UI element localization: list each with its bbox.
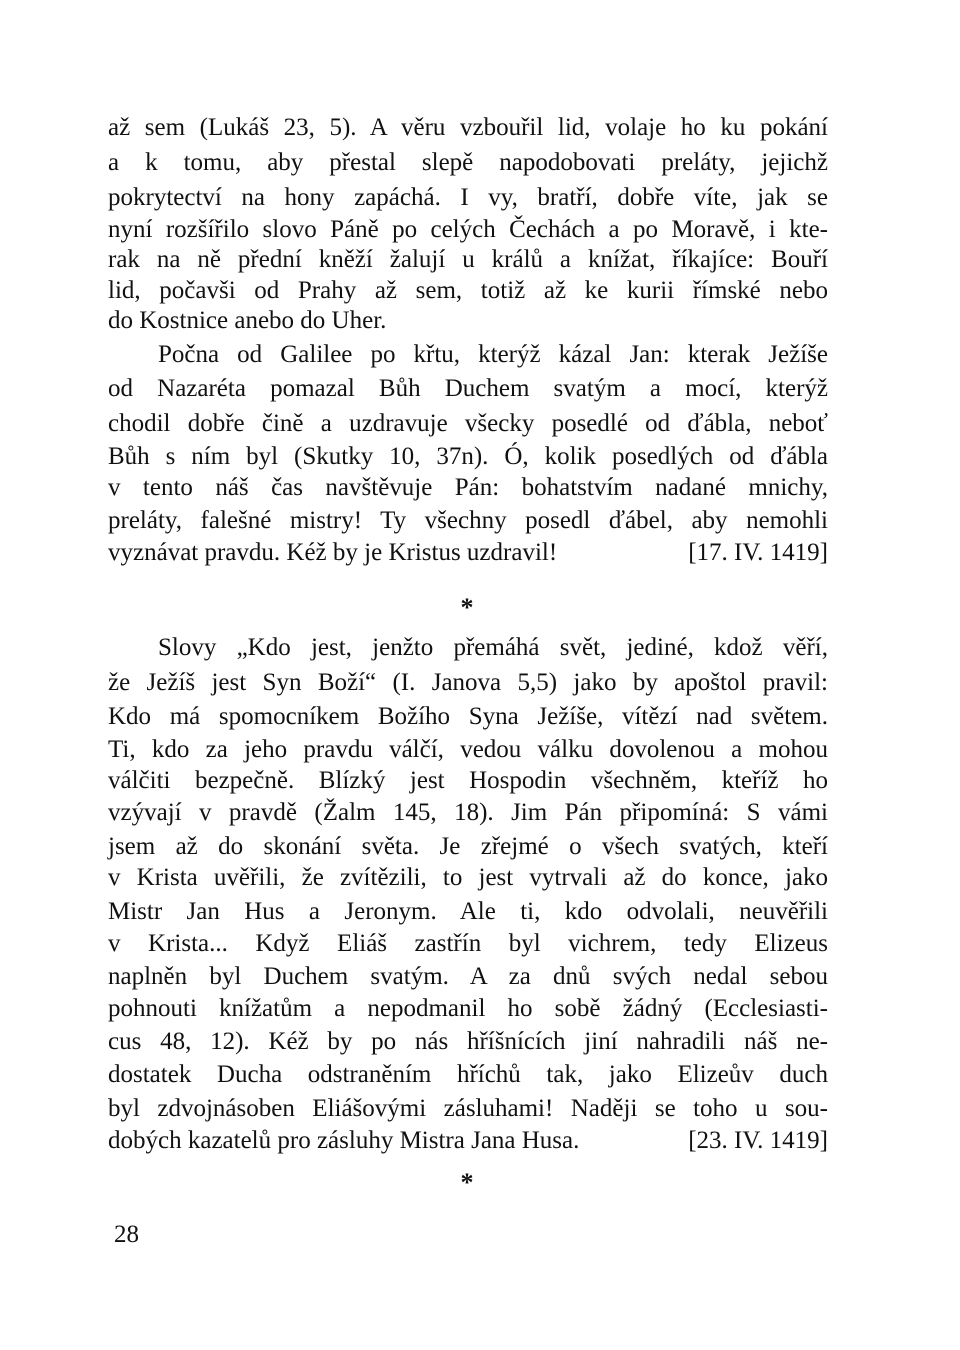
- paragraph-3-line-12: pohnouti knížatům a nepodmanil ho sobě žádný (Ecclesiasti-: [108, 995, 828, 1022]
- paragraph-3-line-5: válčiti bezpečně. Blízký jest Hospodin všechněm, kteříž ho: [108, 767, 828, 794]
- paragraph-1-line-5: rak na ně přední kněží žalují u králů a knížat, říkajíce: Bouří: [108, 246, 828, 273]
- date-entry-2: [23. IV. 1419]: [688, 1127, 828, 1154]
- paragraph-3-line-16: [108, 1125, 828, 1157]
- paragraph-1-line-3: pokrytectví na hony zapáchá. I vy, bratří, dobře víte, jak se: [108, 184, 828, 211]
- paragraph-2-line-1: Počna od Galilee po křtu, kterýž kázal Jan: kterak Ježíše: [158, 341, 828, 368]
- paragraph-3-line-9: Mistr Jan Hus a Jeronym. Ale ti, kdo odvolali, neuvěřili: [108, 898, 828, 925]
- paragraph-2-line-5: v tento náš čas navštěvuje Pán: bohatstvím nadané mnichy,: [108, 474, 828, 501]
- paragraph-3-line-14: dostatek Ducha odstraněním hříchů tak, jako Elizeův duch: [108, 1061, 828, 1088]
- paragraph-1-line-6: lid, počavši od Prahy až sem, totiž až ke kurii římské nebo: [108, 277, 828, 304]
- paragraph-3-line-6: vzývají v pravdě (Žalm 145, 18). Jim Pán připomíná: S vámi: [108, 799, 828, 826]
- paragraph-2-line-6: preláty, falešné mistry! Ty všechny posedl ďábel, aby nemohli: [108, 507, 828, 534]
- paragraph-3-line-4: Ti, kdo za jeho pravdu válčí, vedou válku dovolenou a mohou: [108, 736, 828, 763]
- paragraph-3-line-8: v Krista uvěřili, že zvítězili, to jest vytrvali až do konce, jako: [108, 864, 828, 891]
- paragraph-3-line-16-text: dobých kazatelů pro zásluhy Mistra Jana Husa.: [108, 1127, 580, 1154]
- paragraph-3-line-1: Slovy „Kdo jest, jenžto přemáhá svět, jediné, kdož věří,: [158, 634, 828, 661]
- paragraph-3-line-7: jsem až do skonání světa. Je zřejmé o všech svatých, kteří: [108, 833, 828, 860]
- paragraph-3-line-2: že Ježíš jest Syn Boží“ (I. Janova 5,5) jako by apoštol pravil:: [108, 669, 828, 696]
- section-separator-2: *: [460, 1168, 474, 1197]
- date-entry-1: [17. IV. 1419]: [688, 539, 828, 566]
- page-number: 28: [114, 1221, 139, 1248]
- paragraph-2-line-7-text: vyznávat pravdu. Kéž by je Kristus uzdravil!: [108, 539, 558, 566]
- paragraph-3-line-15: byl zdvojnásoben Eliášovými zásluhami! Naději se toho u sou-: [108, 1095, 828, 1122]
- paragraph-2-line-4: Bůh s ním byl (Skutky 10, 37n). Ó, kolik posedlých od ďábla: [108, 443, 828, 470]
- paragraph-3-line-13: cus 48, 12). Kéž by po nás hříšnících jiní nahradili náš ne-: [108, 1028, 828, 1055]
- paragraph-1-line-1: až sem (Lukáš 23, 5). A věru vzbouřil lid, volaje ho ku pokání: [108, 114, 828, 141]
- paragraph-3-line-11: naplněn byl Duchem svatým. A za dnů svých nedal sebou: [108, 963, 828, 990]
- paragraph-1-line-7: do Kostnice anebo do Uher.: [108, 307, 387, 334]
- paragraph-1-line-2: a k tomu, aby přestal slepě napodobovati preláty, jejichž: [108, 149, 828, 176]
- paragraph-3-line-3: Kdo má spomocníkem Božího Syna Ježíše, vítězí nad světem.: [108, 703, 828, 730]
- paragraph-2-line-2: od Nazaréta pomazal Bůh Duchem svatým a mocí, kterýž: [108, 375, 828, 402]
- paragraph-2-line-3: chodil dobře čině a uzdravuje všecky posedlé od ďábla, neboť: [108, 410, 828, 437]
- paragraph-1-line-4: nyní rozšířilo slovo Páně po celých Čechách a po Moravě, i kte-: [108, 216, 828, 243]
- paragraph-2-line-7: [108, 537, 828, 569]
- section-separator-1: *: [460, 593, 474, 622]
- paragraph-3-line-10: v Krista... Když Eliáš zastřín byl vichrem, tedy Elizeus: [108, 930, 828, 957]
